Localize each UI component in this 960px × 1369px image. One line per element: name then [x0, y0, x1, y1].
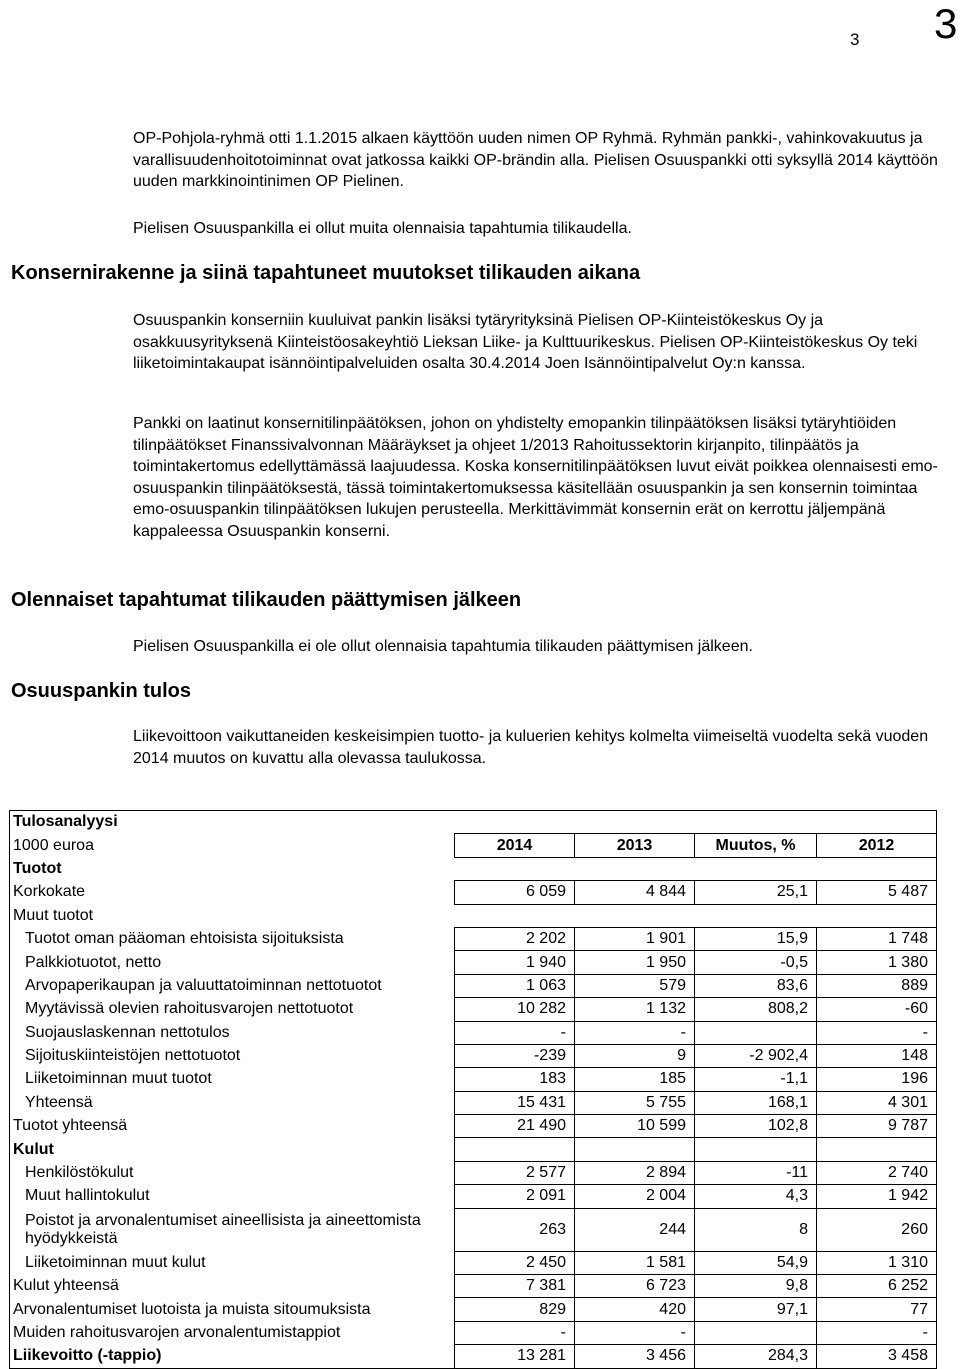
cell-2014: 1 063 [455, 974, 575, 997]
table-row [10, 927, 937, 950]
heading-osuuspankin-tulos: Osuuspankin tulos [11, 680, 192, 702]
row-label: Sijoituskiinteistöjen nettotuotot [10, 1044, 455, 1067]
cell-2013: 2 894 [575, 1161, 695, 1184]
table-row [10, 1091, 937, 1114]
table-row [10, 1345, 937, 1368]
cell-muutos: 97,1 [695, 1298, 817, 1321]
paragraph-op-ryhma: OP-Pohjola-ryhmä otti 1.1.2015 alkaen käyttöön uuden nimen OP Ryhmä. Ryhmän pankki-, vahinkovakuutus ja varallisuudenhoitotoiminnat ovat jatkossa kaikki OP-brändin alla. Pielisen Osuuspankki otti syksyllä 2014 käyttöön uuden markkinointinimen OP Pielinen. [133, 130, 938, 190]
row-label: Kulut yhteensä [10, 1275, 455, 1298]
cell-2013: - [575, 1321, 695, 1344]
cell-2013: - [575, 1021, 695, 1044]
cell-2014: - [455, 1021, 575, 1044]
cell-muutos: 83,6 [695, 974, 817, 997]
table-row [10, 1021, 937, 1044]
table-section-row [10, 904, 937, 927]
cell-muutos: 102,8 [695, 1115, 817, 1138]
table-row [10, 974, 937, 997]
table-row [10, 1161, 937, 1184]
cell-muutos: 9,8 [695, 1275, 817, 1298]
cell-2012: - [817, 1021, 937, 1044]
cell-2013: 1 581 [575, 1251, 695, 1274]
cell-2014: - [455, 1321, 575, 1344]
table-row [10, 1068, 937, 1091]
cell-2014: 7 381 [455, 1275, 575, 1298]
row-label: Tuotot oman pääoman ehtoisista sijoituksista [10, 927, 455, 950]
cell-2012: 2 740 [817, 1161, 937, 1184]
cell-2013: 1 901 [575, 927, 695, 950]
paragraph-tulos-intro: Liikevoittoon vaikuttaneiden keskeisimpien tuotto- ja kuluerien kehitys kolmelta viimeiseltä vuodelta sekä vuoden 2014 muutos on kuvattu alla olevassa taulukossa. [133, 728, 929, 767]
row-label: Myytävissä olevien rahoitusvarojen nettotuotot [10, 998, 455, 1021]
row-label: Muiden rahoitusvarojen arvonalentumistappiot [10, 1321, 455, 1344]
cell-muutos: 808,2 [695, 998, 817, 1021]
cell-2013: 3 456 [575, 1345, 695, 1368]
table-row [10, 1044, 937, 1067]
cell-2012: 148 [817, 1044, 937, 1067]
cell-2014: 2 450 [455, 1251, 575, 1274]
row-label: Arvonalentumiset luotoista ja muista sitoumuksista [10, 1298, 455, 1321]
cell-2012: 260 [817, 1208, 937, 1251]
cell-2014: 829 [455, 1298, 575, 1321]
cell-2014: 2 577 [455, 1161, 575, 1184]
paragraph-no-events: Pielisen Osuuspankilla ei ollut muita olennaisia tapahtumia tilikaudella. [133, 220, 632, 237]
cell-2013: 185 [575, 1068, 695, 1091]
cell-2014: 6 059 [455, 881, 575, 904]
cell-muutos: -0,5 [695, 951, 817, 974]
cell-2012: 77 [817, 1298, 937, 1321]
table-row [10, 1208, 937, 1251]
cell-muutos: -1,1 [695, 1068, 817, 1091]
cell-2013: 244 [575, 1208, 695, 1251]
section-muut-tuotot: Muut tuotot [10, 904, 455, 927]
cell-muutos: 168,1 [695, 1091, 817, 1114]
row-label: Henkilöstökulut [10, 1161, 455, 1184]
cell-2013: 4 844 [575, 881, 695, 904]
section-kulut: Kulut [10, 1138, 455, 1161]
cell-2014: 13 281 [455, 1345, 575, 1368]
cell-muutos: 25,1 [695, 881, 817, 904]
cell-muutos: 15,9 [695, 927, 817, 950]
cell-2013: 5 755 [575, 1091, 695, 1114]
cell-2014: 2 091 [455, 1185, 575, 1208]
table-unit: 1000 euroa [10, 834, 455, 857]
table-title: Tulosanalyysi [10, 811, 455, 834]
section-tuotot: Tuotot [10, 857, 455, 880]
cell-2012: -60 [817, 998, 937, 1021]
cell-2013: 9 [575, 1044, 695, 1067]
cell-2012: 1 942 [817, 1185, 937, 1208]
row-label: Arvopaperikaupan ja valuuttatoiminnan nettotuotot [10, 974, 455, 997]
table-section-row [10, 857, 937, 880]
cell-2012: 889 [817, 974, 937, 997]
col-header-2014: 2014 [455, 834, 575, 857]
page-number-small: 3 [850, 30, 860, 49]
cell-muutos: -11 [695, 1161, 817, 1184]
row-label: Liiketoiminnan muut tuotot [10, 1068, 455, 1091]
cell-2014: 1 940 [455, 951, 575, 974]
row-label: Liikevoitto (-tappio) [10, 1345, 455, 1368]
cell-muutos: 54,9 [695, 1251, 817, 1274]
cell-muutos [695, 1021, 817, 1044]
cell-2012: 5 487 [817, 881, 937, 904]
row-label: Tuotot yhteensä [10, 1115, 455, 1138]
table-row [10, 1298, 937, 1321]
cell-2014: 2 202 [455, 927, 575, 950]
cell-2012: 9 787 [817, 1115, 937, 1138]
heading-olennaiset-tapahtumat: Olennaiset tapahtumat tilikauden päättymisen jälkeen [11, 589, 522, 611]
cell-2013: 420 [575, 1298, 695, 1321]
cell-2014: -239 [455, 1044, 575, 1067]
tulosanalyysi-table [9, 810, 937, 1369]
row-label: Muut hallintokulut [10, 1185, 455, 1208]
heading-konsernirakenne: Konsernirakenne ja siinä tapahtuneet muutokset tilikauden aikana [11, 262, 641, 284]
cell-2012: 1 310 [817, 1251, 937, 1274]
cell-2012: 1 748 [817, 927, 937, 950]
cell-2012: - [817, 1321, 937, 1344]
cell-2012: 1 380 [817, 951, 937, 974]
row-label: Liiketoiminnan muut kulut [10, 1251, 455, 1274]
cell-muutos: 4,3 [695, 1185, 817, 1208]
cell-2012: 4 301 [817, 1091, 937, 1114]
cell-2014: 263 [455, 1208, 575, 1251]
cell-2014: 15 431 [455, 1091, 575, 1114]
cell-2012: 196 [817, 1068, 937, 1091]
cell-2014: 10 282 [455, 998, 575, 1021]
col-header-2012: 2012 [817, 834, 937, 857]
cell-2014: 21 490 [455, 1115, 575, 1138]
table-title-row [10, 811, 937, 834]
cell-2012: 6 252 [817, 1275, 937, 1298]
cell-2013: 6 723 [575, 1275, 695, 1298]
cell-2013: 2 004 [575, 1185, 695, 1208]
cell-muutos: -2 902,4 [695, 1044, 817, 1067]
paragraph-no-later-events: Pielisen Osuuspankilla ei ole ollut olennaisia tapahtumia tilikauden päättymisen jälkeen. [133, 638, 753, 655]
table-row [10, 951, 937, 974]
row-label: Suojauslaskennan nettotulos [10, 1021, 455, 1044]
col-header-muutos: Muutos, % [695, 834, 817, 857]
table-row [10, 1275, 937, 1298]
cell-muutos [695, 1321, 817, 1344]
row-label: Poistot ja arvonalentumiset aineellisista ja aineettomista hyödykkeistä [10, 1208, 455, 1251]
cell-2013: 1 950 [575, 951, 695, 974]
table-row [10, 881, 937, 904]
row-label: Palkkiotuotot, netto [10, 951, 455, 974]
cell-muutos: 8 [695, 1208, 817, 1251]
table-header-row [10, 834, 937, 857]
col-header-2013: 2013 [575, 834, 695, 857]
table-row [10, 1115, 937, 1138]
cell-2012: 3 458 [817, 1345, 937, 1368]
table-section-row [10, 1138, 937, 1161]
table-row [10, 1321, 937, 1344]
table-row [10, 1185, 937, 1208]
table-row [10, 1251, 937, 1274]
row-label: Yhteensä [10, 1091, 455, 1114]
cell-2013: 579 [575, 974, 695, 997]
paragraph-konserni: Osuuspankin konserniin kuuluivat pankin lisäksi tytäryrityksinä Pielisen OP-Kiinteistökeskus Oy ja osakkuusyrityksenä Kiinteistöosakeyhtiö Lieksan Liike- ja Kulttuurikeskus. Pielisen OP-Kiinteistökeskus Oy teki liiketoimintakaupat isännöintipalveluiden osalta 30.4.2014 Joen Isännöintipalvelut Oy:n kanssa. [133, 312, 918, 372]
page-number-large: 3 [934, 0, 958, 47]
table-row [10, 998, 937, 1021]
row-label: Korkokate [10, 881, 455, 904]
paragraph-konsernitilinpaatos: Pankki on laatinut konsernitilinpäätöksen, johon on yhdistelty emopankin tilinpäätöksen lisäksi tytäryhtiöiden tilinpäätökset Finanssivalvonnan Määräykset ja ohjeet 1/2013 Rahoitussektorin kirjanpito, tilinpäätös ja toimintakertomus edellyttämässä laajuudessa. Koska konsernitilinpäätöksen luvut eivät poikkea olennaisesti emo-osuuspankin tilinpäätöksestä, tässä toimintakertomuksessa käsitellään osuuspankin ja sen konsernin toimintaa emo-osuuspankin tilinpäätöksen lukujen perusteella. Merkittävimmät konsernin erät on kerrottu jäljempänä kappaleessa Osuuspankin konserni. [133, 415, 938, 540]
cell-2013: 10 599 [575, 1115, 695, 1138]
cell-muutos: 284,3 [695, 1345, 817, 1368]
cell-2014: 183 [455, 1068, 575, 1091]
cell-2013: 1 132 [575, 998, 695, 1021]
